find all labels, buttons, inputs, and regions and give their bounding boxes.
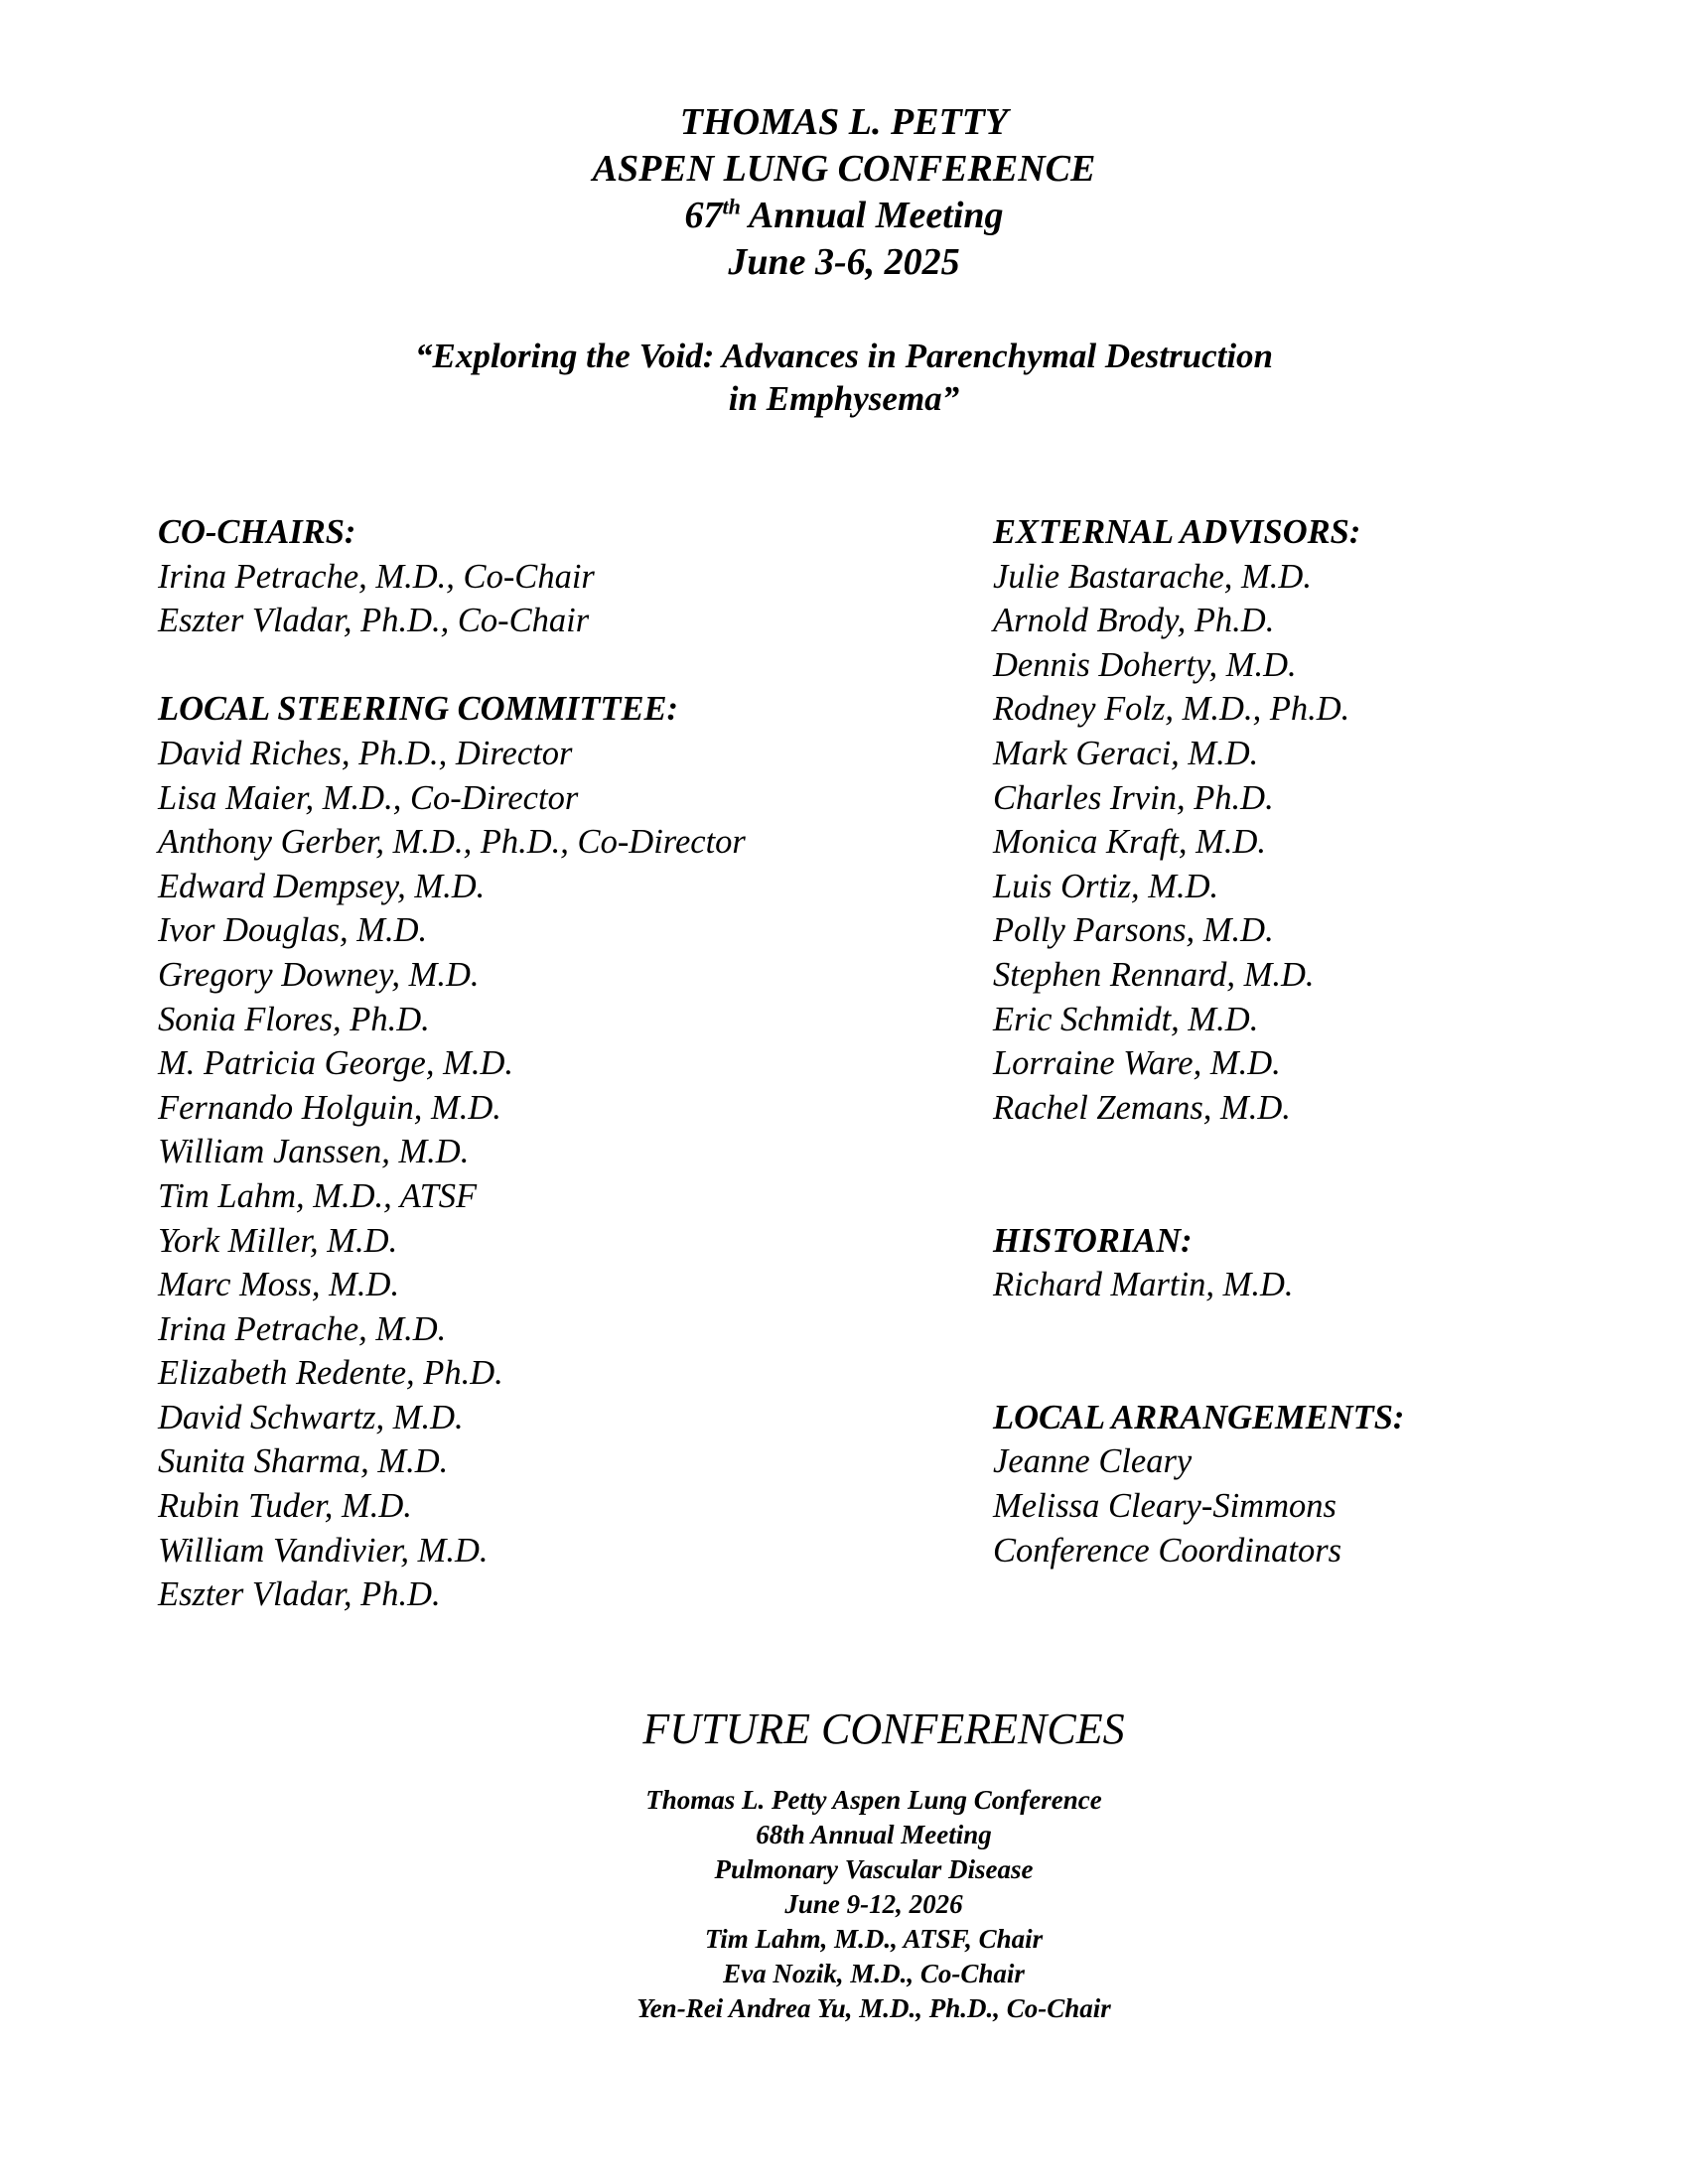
future-conference-details: [0, 1783, 1688, 2026]
meeting-number: 67: [684, 195, 723, 236]
committee-member: Tim Lahm, M.D., ATSF: [158, 1176, 478, 1215]
historian-heading: HISTORIAN:: [993, 1221, 1193, 1260]
committee-member: Ivor Douglas, M.D.: [158, 911, 428, 950]
committee-member: Elizabeth Redente, Ph.D.: [158, 1354, 503, 1393]
committee-member: Anthony Gerber, M.D., Ph.D., Co-Director: [158, 823, 746, 862]
spacer: [993, 1174, 1609, 1219]
future-conferences-heading: FUTURE CONFERENCES: [642, 1705, 1125, 1753]
arrangements-name: Jeanne Cleary: [993, 1442, 1193, 1481]
title-line-2: ASPEN LUNG CONFERENCE: [592, 148, 1096, 190]
committee-member: Marc Moss, M.D.: [158, 1266, 400, 1304]
committee-member: William Vandivier, M.D.: [158, 1531, 489, 1570]
committee-member: Sunita Sharma, M.D.: [158, 1442, 449, 1481]
spacer: [993, 1130, 1609, 1174]
spacer: [993, 1307, 1609, 1352]
meeting-label: Annual Meeting: [740, 195, 1004, 236]
title-line-1: THOMAS L. PETTY: [679, 101, 1009, 143]
future-conference-line: June 9-12, 2026: [784, 1889, 963, 1919]
right-column: [993, 510, 1609, 1572]
conference-title-block: [0, 99, 1688, 286]
advisor-name: Rodney Folz, M.D., Ph.D.: [993, 690, 1350, 729]
co-chair-name: Irina Petrache, M.D., Co-Chair: [158, 557, 595, 596]
external-advisors-heading: EXTERNAL ADVISORS:: [993, 513, 1361, 551]
advisor-name: Monica Kraft, M.D.: [993, 823, 1267, 862]
committee-member: Edward Dempsey, M.D.: [158, 867, 486, 905]
committee-member: Irina Petrache, M.D.: [158, 1309, 447, 1348]
left-column: [158, 510, 922, 1617]
meeting-line: [0, 193, 1688, 239]
committee-member: William Janssen, M.D.: [158, 1133, 470, 1171]
committee-member: Lisa Maier, M.D., Co-Director: [158, 778, 579, 817]
historian-name: Richard Martin, M.D.: [993, 1266, 1294, 1304]
spacer: [993, 1351, 1609, 1396]
future-conference-line: 68th Annual Meeting: [756, 1820, 992, 1849]
advisor-name: Mark Geraci, M.D.: [993, 734, 1259, 772]
committee-member: David Schwartz, M.D.: [158, 1398, 464, 1436]
advisor-name: Lorraine Ware, M.D.: [993, 1044, 1281, 1083]
meeting-dates: June 3-6, 2025: [728, 241, 960, 283]
advisor-name: Eric Schmidt, M.D.: [993, 1000, 1259, 1038]
future-conference-line: Eva Nozik, M.D., Co-Chair: [723, 1959, 1025, 1988]
committee-member: York Miller, M.D.: [158, 1221, 398, 1260]
committee-member: Eszter Vladar, Ph.D.: [158, 1575, 441, 1614]
future-conference-line: Pulmonary Vascular Disease: [714, 1854, 1034, 1884]
advisor-name: Polly Parsons, M.D.: [993, 911, 1274, 950]
theme-line-2: in Emphysema”: [728, 379, 960, 418]
committee-member: M. Patricia George, M.D.: [158, 1044, 514, 1083]
meeting-suffix: th: [722, 194, 741, 219]
committee-member: Gregory Downey, M.D.: [158, 955, 480, 994]
committee-member: David Riches, Ph.D., Director: [158, 734, 573, 772]
committee-member: Fernando Holguin, M.D.: [158, 1088, 501, 1127]
advisor-name: Stephen Rennard, M.D.: [993, 955, 1315, 994]
arrangements-name: Conference Coordinators: [993, 1531, 1342, 1570]
steering-committee-heading: LOCAL STEERING COMMITTEE:: [158, 690, 678, 729]
advisor-name: Arnold Brody, Ph.D.: [993, 602, 1275, 640]
conference-theme: [0, 335, 1688, 420]
co-chair-name: Eszter Vladar, Ph.D., Co-Chair: [158, 602, 590, 640]
co-chairs-heading: CO-CHAIRS:: [158, 513, 356, 551]
advisor-name: Julie Bastarache, M.D.: [993, 557, 1312, 596]
committee-member: Rubin Tuder, M.D.: [158, 1487, 412, 1526]
spacer: [158, 643, 922, 688]
advisor-name: Charles Irvin, Ph.D.: [993, 778, 1274, 817]
arrangements-name: Melissa Cleary-Simmons: [993, 1487, 1336, 1526]
advisor-name: Dennis Doherty, M.D.: [993, 645, 1297, 684]
advisor-name: Luis Ortiz, M.D.: [993, 867, 1219, 905]
future-conference-line: Yen-Rei Andrea Yu, M.D., Ph.D., Co-Chair: [636, 1993, 1111, 2023]
future-conference-line: Tim Lahm, M.D., ATSF, Chair: [704, 1924, 1044, 1954]
theme-line-1: “Exploring the Void: Advances in Parenchymal Destruction: [414, 337, 1274, 375]
future-conference-line: Thomas L. Petty Aspen Lung Conference: [645, 1785, 1102, 1815]
committee-member: Sonia Flores, Ph.D.: [158, 1000, 430, 1038]
advisor-name: Rachel Zemans, M.D.: [993, 1088, 1291, 1127]
local-arrangements-heading: LOCAL ARRANGEMENTS:: [993, 1398, 1405, 1436]
